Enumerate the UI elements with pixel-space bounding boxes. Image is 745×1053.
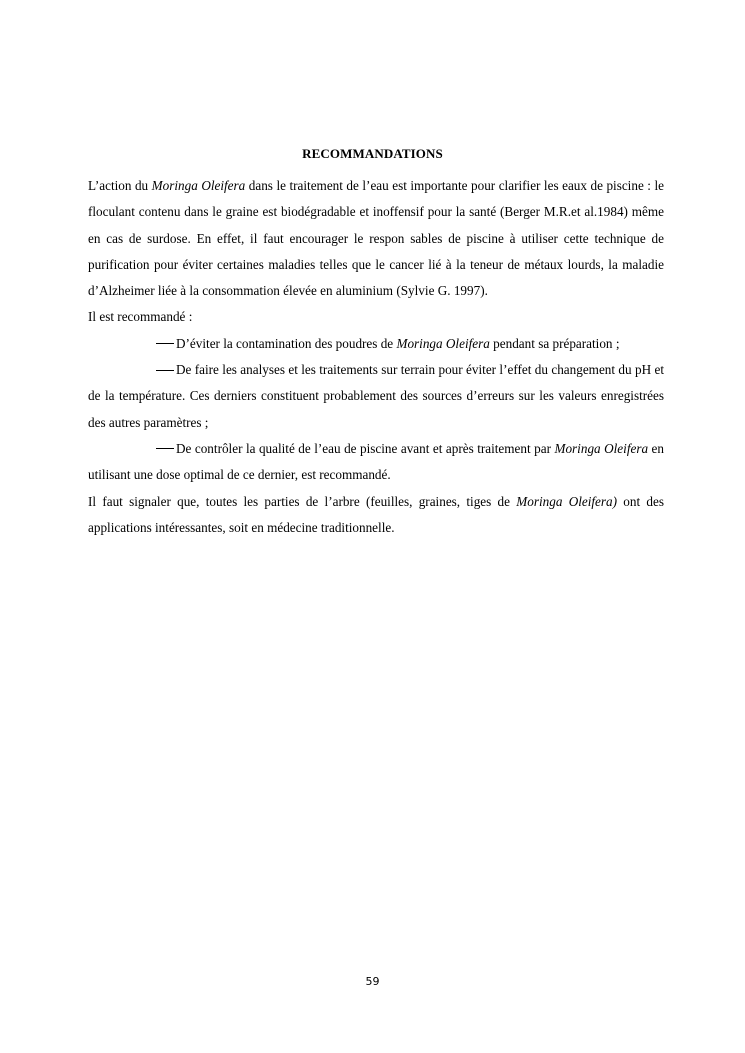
text-run: De faire les analyses et les traitements sur terrain pour éviter l’effet du changement du pH et de la température. Ces derniers constituent probablement des sources d’erreurs sur les valeurs enregistrées des autres paramètres ; (88, 362, 664, 430)
text-run: dans le traitement de l’eau est importante pour clarifier les eaux de piscine : le floculant contenu dans le graine est biodégradable et inoffensif pour la santé (Berger M.R.et al.1984) même en cas de surdose. En effet, il faut encourager le respon sables de piscine à utiliser cette technique de purification pour éviter certaines maladies telles que le cancer lié à la teneur de métaux lourds, la maladie d’Alzheimer liée à la consommation élevée en aluminium (Sylvie G. 1997). (88, 178, 664, 299)
recommendation-item-1 (88, 331, 664, 357)
text-run: Il faut signaler que, toutes les parties de l’arbre (feuilles, graines, tiges de (88, 493, 517, 509)
recommendation-item-2 (88, 357, 664, 436)
list-intro: Il est recommandé : (88, 309, 193, 325)
species-name: Moringa Oleifera (151, 178, 246, 193)
text-run: en utilisant une dose optimal de ce dernier, est recommandé. (88, 440, 664, 483)
page-number: 59 (365, 975, 380, 988)
page-title: RECOMMANDATIONS (302, 146, 443, 161)
dash-bullet-icon (156, 448, 174, 449)
closing-paragraph (88, 489, 664, 542)
species-name: Moringa Oleifera (554, 440, 649, 456)
body-text (88, 173, 664, 541)
species-name: Moringa Oleifera (396, 335, 490, 351)
text-run: D’éviter la contamination des poudres de (176, 335, 397, 351)
dash-bullet-icon (156, 343, 174, 344)
intro-paragraph (88, 173, 664, 304)
dash-bullet-icon (156, 370, 174, 371)
text-run: pendant sa préparation ; (489, 335, 620, 351)
text-run: ont des applications intéressantes, soit en médecine traditionnelle. (88, 493, 664, 535)
text-run: L’action du (88, 178, 152, 193)
recommendation-item-3 (88, 436, 664, 489)
text-run: De contrôler la qualité de l’eau de piscine avant et après traitement par (176, 440, 555, 456)
species-name: Moringa Oleifera) (516, 493, 618, 509)
